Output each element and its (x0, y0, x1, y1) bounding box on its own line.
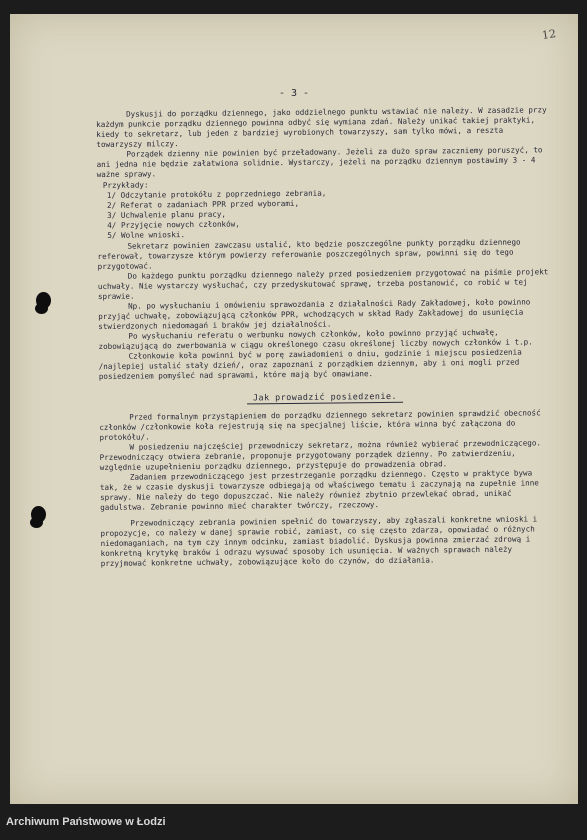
section-heading (99, 389, 551, 404)
list-item: 5/ Wolne wnioski. (107, 230, 186, 240)
paragraph: Do każdego punktu porządku dziennego należy przed posiedzeniem przygotować na piśmie projekt uchwały. Nie wystarczy wysłuchać, czy przedyskutować sprawę, trzeba postanowić, co robić w tej sprawie. (97, 267, 549, 301)
section-heading-text: Jak prowadzić posiedzenie. (247, 391, 403, 405)
paragraph: Członkowie koła powinni być w porę zawiadomieni o dniu, godzinie i miejscu posiedzenia /najlepiej ustalić stały dzień/, oraz zapoznani z porządkiem dziennym, aby i oni mogli przed posiedzeniem pomyśleć nad sprawami, które mają być omawiane. (98, 347, 522, 381)
paragraph: Sekretarz powinien zawczasu ustalić, kto będzie poszczególne punkty porządku dziennego referował, towarzysze którym powierzy referowanie poszczególnych spraw, powinni się do tego przygotować. (97, 237, 521, 271)
punch-hole (36, 292, 51, 309)
list-item: 4/ Przyjęcie nowych członków, (107, 219, 240, 230)
list-item: 1/ Odczytanie protokółu z poprzedniego zebrania, (106, 188, 327, 200)
example-list (103, 176, 550, 241)
archive-name: Archiwum Państwowe w Łodzi (6, 816, 166, 828)
punch-hole (31, 506, 46, 523)
page-corner-mark: 12 (541, 27, 557, 42)
document-body (96, 105, 553, 569)
paragraph: Dyskusji do porządku dziennego, jako oddzielnego punktu wstawiać nie należy. W zasadzie przy każdym punkcie porządku dziennego powinna odbyć się wymiana zdań. Należy unikać takiej praktyki, kiedy to sekretarz, lub jeden z bardziej wyrobionych towarzyszy, sam tylko mówi, a reszta towarzyszy milczy. (96, 105, 547, 149)
page-number: - 3 - (278, 88, 310, 99)
list-heading: Przykłady: (102, 180, 149, 190)
paragraph: Przewodniczący zebrania powinien spełnić do towarzyszy, aby zgłaszali konkretne wnioski i propozycje, co należy w danej sprawie robić, zamiast, co się często zdarza, opowiadać o różnych niedomaganiach, na tym czy innym odcinku, zamiast biadolić. Dyskusja powinna zmierzać zdrową i konkretną krytykę braków i odrazu wysuwać sposoby ich usunięcia. W ważnych sprawach należy przyjmować konkretne uchwały, zobowiązujące koło do czynów, do działania. (100, 514, 538, 568)
paragraph: Zadaniem przewodniczącego jest przestrzeganie porządku dziennego. Często w praktyce bywa tak, że w czasie dyskusji towarzysze odbiegają od właściwego tematu i zaczynają na zupełnie inne sprawy. Nie należy do tego dopuszczać. Nie należy również zbytnio przewlekać obrad, unikać gadulstwa. Zebranie powinno mieć charakter twórczy, rzeczowy. (99, 468, 539, 512)
list-item: 3/ Uchwalenie planu pracy, (107, 209, 227, 220)
paragraph: Porządek dzienny nie powinien być przeładowany. Jeżeli za dużo spraw zaczniemy poruszyć, to ani jedna nie będzie załatwiona solidnie. Wystarczy, jeżeli na porządku dziennym postawimy 3 - 4 ważne sprawy. (96, 145, 543, 179)
archive-footer (0, 804, 587, 840)
paragraph: Przed formalnym przystąpieniem do porządku dziennego sekretarz powinien sprawdzić obecność członków /członkowie koła rejestrują się na specjalnej liście, która winna być załączona do protokółu/. (99, 408, 541, 442)
list-item: 2/ Referat o zadaniach PPR przed wyborami, (106, 198, 300, 210)
paragraph: Po wysłuchaniu referatu o werbunku nowych członków, koło powinno przyjąć uchwałę, zobowiązującą do zwerbowania w ciągu określonego czasu określonej liczby nowych członków i t.p. (98, 327, 533, 351)
paragraph: W posiedzeniu najczęściej przewodniczy sekretarz, można również wybierać przewodniczącego. Przewodniczący otwiera zebranie, proponuje przygotowany porządek dzienny. Po zatwierdzeniu, względnie uzupełnieniu porządku dziennego, przystępuje do prowadzenia obrad. (99, 438, 542, 472)
paragraph: Np. po wysłuchaniu i omówieniu sprawozdania z działalności Rady Zakładowej, koło powinno przyjąć uchwałę, zobowiązującą członków PPR, wchodzących w skład Rady Zakładowej do usunięcia stwierdzonych niedomagań i braków jej działalności. (98, 297, 531, 331)
document-page (10, 14, 578, 804)
